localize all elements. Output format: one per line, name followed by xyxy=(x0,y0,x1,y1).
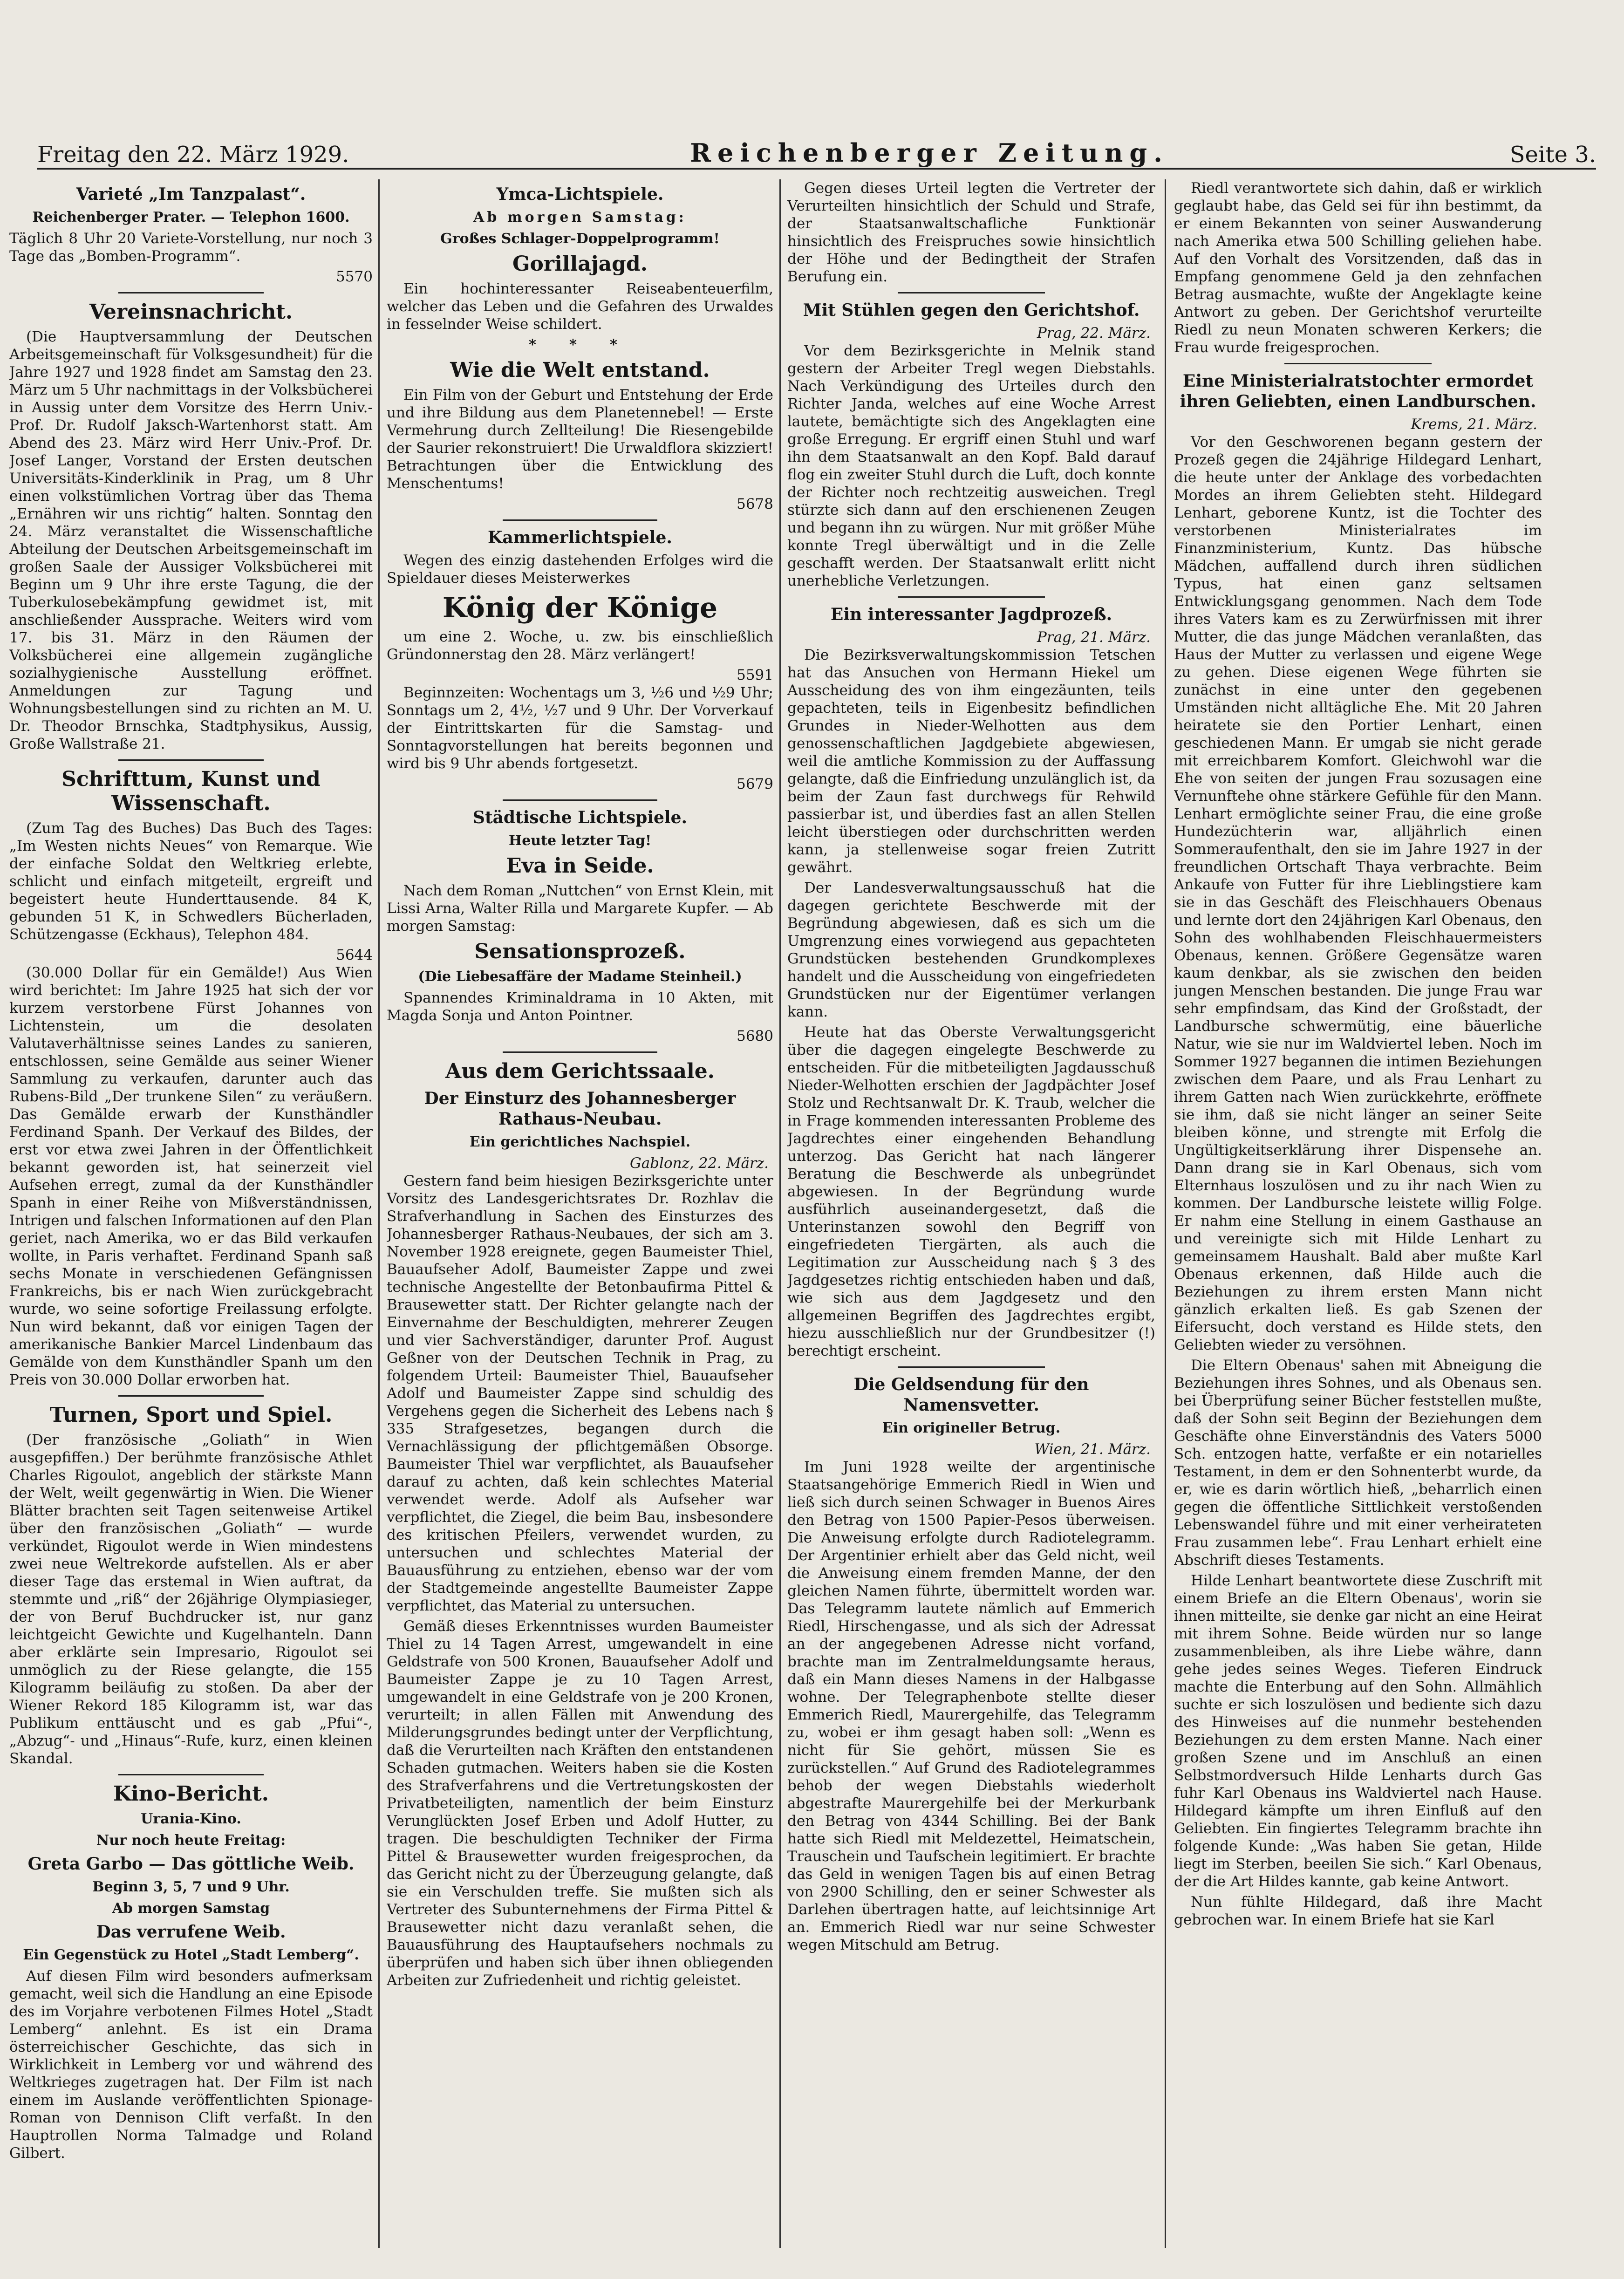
article-paragraph: Auf diesen Film wird besonders aufmerksam gemacht, weil sich die Handlung an eine Episode des im Vorjahre verbotenen Filmes Hotel „Stadt Lemberg“ anlehnt. Es ist ein Drama österreichischer Geschichte, das sich in Wirklichkeit in Lemberg vor und während des Weltkrieges zugetragen hat. Der Film ist nach einem im Auslande veröffentlichten Spionage-Roman von Dennison Clift verfaßt. In den Hauptrollen Norma Talmadge und Roland Gilbert. xyxy=(9,1968,373,2162)
film-title: Gorillajagd. xyxy=(512,252,648,276)
article-paragraph: (Die Hauptversammlung der Deutschen Arbeitsgemeinschaft für Volksgesundheit) für die Jahre 1927 und 1928 findet am Samstag den 23. März um 5 Uhr nachmittags in der Volksbücherei in Aussig unter dem Vorsitze des Herrn Univ.-Prof. Dr. Rudolf Jaksch-Wartenhorst statt. Am Abend des 23. März wird Herr Univ.-Prof. Dr. Josef Langer, Vorstand der Ersten deutschen Universitäts-Kinderklinik in Prag, um 8 Uhr einen volkstümlichen Vortrag über das Thema „Ernähren wir uns richtig“ halten. Sonntag den 24. März veranstaltet die Wissenschaftliche Abteilung der Deutschen Arbeitsgemeinschaft im großen Saale der Aussiger Volksbücherei mit Beginn um 9 Uhr ihre erste Tagung, die der Tuberkulosebekämpfung gewidmet ist, mit anschließender Aussprache. Weiters wird vom 17. bis 31. März in den Räumen der Volksbücherei eine allgemein zugängliche sozialhygienische Ausstellung eröffnet. Anmeldungen zur Tagung und Wohnungsbestellungen sind zu richten an M. U. Dr. Theodor Brnschka, Stadtphysikus, Aussig, Große Wallstraße 21. xyxy=(9,328,373,752)
ad-number: 5680 xyxy=(737,1028,773,1044)
asterism: * * * xyxy=(528,336,632,353)
showtimes: Beginn 3, 5, 7 und 9 Uhr. xyxy=(92,1879,290,1895)
article-paragraph: Gegen dieses Urteil legten die Vertreter der Verurteilten hinsichtlich der Schuld und Strafe, der Staatsanwaltschafliche Funktionär hinsichtlich des Freispruches sowie hinsichtlich der Höhe und der Bedingtheit der Strafen Berufung ein. xyxy=(787,180,1155,285)
section-heading-schrifttum: Schrifttum, Kunst und Wissenschaft. xyxy=(61,767,321,815)
cinema-heading: Ymca-Lichtspiele. xyxy=(496,184,664,204)
dateline: Prag, 22. März. xyxy=(1037,325,1151,341)
column-divider xyxy=(1165,179,1166,2248)
page-header xyxy=(37,126,1596,170)
film-title: Wie die Welt entstand. xyxy=(450,358,710,382)
showing-note: Nur noch heute Freitag: xyxy=(96,1832,286,1849)
separator-rule xyxy=(118,1774,264,1775)
article-paragraph: Beginnzeiten: Wochentags um 3, ½6 und ½9 Uhr; Sonntags um 2, 4½, ½7 und 9 Uhr. Der Vorverkauf der Eintrittskarten für die Samstag- und Sonntagvorstellungen hat bereits begonnen und wird bis 9 Uhr abends fortgesetzt. xyxy=(387,684,773,772)
column-4 xyxy=(1174,179,1542,2248)
article-paragraph: Im Juni 1928 weilte der argentinische Staatsangehörige Emmerich Riedl in Wien und ließ sich durch seinen Schwager in Buenos Aires den Betrag von 1500 Papier-Pesos überweisen. Die Anweisung erfolgte durch Radiotelegramm. Der Argentinier erhielt aber das Geld nicht, weil die Anweisung einem fremden Manne, der den gleichen Namen führte, übermittelt worden war. Das Telegramm lautete nämlich auf Emmerich Riedl, Hirschengasse, und als sich der Adressat an der angegebenen Adresse nicht vorfand, brachte man im Zentralmeldungsamte heraus, daß ein Mann dieses Namens in der Halbgasse wohne. Der Telegraphenbote stellte dieser Emmerich Riedl, Maurergehilfe, das Telegramm zu, wobei er ihm gesagt haben soll: „Wenn es nicht für Sie gehört, müssen Sie es zurückstellen.“ Auf Grund des Radiotelegrammes behob der wegen Diebstahls wiederholt abgestrafte Maurergehilfe bei der Merkurbank den Betrag von 4344 Schilling. Bei der Bank hatte sich Riedl mit Meldezettel, Heimatschein, Trauschein und Taufschein legitimiert. Er brachte das Geld in wenigen Tagen bis auf einen Betrag von 2900 Schilling, den er seiner Schwester als Darlehen übertragen hatte, auf leichtsinnige Art an. Emmerich Riedl war nur seine Schwester wegen Mitschuld am Betrug. xyxy=(787,1459,1155,1953)
showing-note: Ab morgen Samstag: xyxy=(473,209,687,225)
separator-rule xyxy=(898,1366,1045,1368)
article-paragraph: Gemäß dieses Erkenntnisses wurden Baumeister Thiel zu 14 Tagen Arrest, umgewandelt in eine Geldstrafe von 500 Kronen, Bauaufseher Adolf und Baumeister Zappe je zu 10 Tagen Arrest, umgewandelt in eine Geldstrafe von je 200 Kronen, verurteilt; in allen Fällen mit Anwendung des Milderungsgrundes bedingt unter der Verpflichtung, daß die Verurteilten nach Kräften den entstandenen Schaden gutmachen. Weiters haben sie die Kosten des Strafverfahrens und die Vertretungskosten der Privatbeteiligten, namentlich der beim Einsturz Verunglückten Josef Erben und Adolf Hutter, zu tragen. Die beschuldigten Techniker der Firma Pittel & Brausewetter wurden freigesprochen, da das Gericht nicht zu der Überzeugung gelangte, daß sie ein Verschulden treffe. Sie mußten sich als Vertreter des Subunternehmens der Firma Pittel & Brausewetter nicht dazu veranlaßt sehen, die Bauausführung des Hauptaufsehers nochmals zu überprüfen und haben sich über ihnen obliegenden Arbeiten zur Zufriedenheit und richtig geleistet. xyxy=(387,1618,773,1989)
showing-note: Heute letzter Tag! xyxy=(508,832,652,849)
article-paragraph: (30.000 Dollar für ein Gemälde!) Aus Wien wird berichtet: Im Jahre 1925 hat sich der vor kurzem verstorbene Fürst Johannes von Lichtenstein, um die desolaten Valutaverhältnisse seines Landes zu sanieren, entschlossen, seine Gemälde aus seiner Wiener Sammlung zu verkaufen, darunter auch das Rubens-Bild „Der trunkene Silen“ zu veräußern. Das Gemälde erwarb der Kunsthändler Ferdinand Spanh. Der Verkauf des Bildes, der erst vor etwa zwei Jahren in der Öffentlichkeit bekannt geworden ist, hat seinerzeit viel Aufsehen erregt, zumal da der Kunsthändler Spanh in einer Reihe von Mißverständnissen, Intrigen und falschen Informationen auf den Plan geriet, nach Amerika, wo er das Bild verkaufen wollte, in Paris verhaftet. Ferdinand Spanh saß sechs Monate in verschiedenen Gefängnissen Frankreichs, bis er nach Wien zurückgebracht wurde, wo seine sofortige Freilassung erfolgte. Nun wird bekannt, daß vor einigen Tagen der amerikanische Bankier Marcel Lindenbaum das Gemälde von dem Kunsthändler Spanh um den Preis von 30.000 Dollar erworben hat. xyxy=(9,964,373,1388)
separator-rule xyxy=(118,292,264,293)
separator-rule xyxy=(118,1395,264,1397)
header-date: Freitag den 22. März 1929. xyxy=(37,142,349,168)
film-description: Nach dem Roman „Nuttchen“ von Ernst Klein, mit Lissi Arna, Walter Rilla und Margarete Kupfer. — Ab morgen Samstag: xyxy=(387,882,773,935)
ad-number: 5591 xyxy=(737,667,773,683)
film-title: König der Könige xyxy=(442,592,718,624)
article-paragraph: Der Landesverwaltungsausschuß hat die dagegen gerichtete Beschwerde mit der Begründung abgewiesen, daß es sich um die Umgrenzung eines vorwiegend aus gepachteten Grundstücken bestehenden Grundkomplexes handelt und die Ausscheidung von eingefriedeten Grundstücken nur der Eigentümer verlangen kann. xyxy=(787,880,1155,1020)
film-title: Eva in Seide. xyxy=(506,854,654,878)
article-paragraph: (Zum Tag des Buches) Das Buch des Tages: „Im Westen nichts Neues“ von Remarque. Wie der einfache Soldat den Weltkrieg erlebte, schlicht und einfach mitgeteilt, ergreift und begeistert heute Hunderttausende. 84 K, gebunden 51 K, in Schwedlers Bücherladen, Schützengasse (Eckhaus), Telephon 484. xyxy=(9,820,373,943)
separator-rule xyxy=(503,799,657,801)
article-subheading: Ein origineller Betrug. xyxy=(882,1420,1061,1436)
article-paragraph: (Der französische „Goliath“ in Wien ausgepfiffen.) Der berühmte französische Athlet Charles Rigoulot, angeblich der stärkste Mann der Welt, weilt gegenwärtig in Wien. Die Wiener Blätter brachten seit Tagen seitenweise Artikel über den französischen „Goliath“ — wurde verkündet, Rigoulot werde in Wien mindestens zwei neue Weltrekorde aufstellen. Als er aber dieser Tage das erstemal in Wien auftrat, da stemmte und „riß“ der 26jährige Olympiasieger, der von Beruf Buchdrucker ist, nur ganz leichtgeicht Gewichte und Kugelhanteln. Dann aber erklärte sein Impresario, Rigoulot sei unmöglich zu der Riese gelangte, die 155 Kilogramm beiläufig zu stoßen. Da aber der Wiener Rekord 185 Kilogramm ist, war das Publikum enttäuscht und es gab „Pfui“-, „Abzug“- und „Hinaus“-Rufe, kurz, einen kleinen Skandal. xyxy=(9,1432,373,1767)
program-note: Großes Schlager-Doppelprogramm! xyxy=(440,231,720,247)
film-subtitle: (Die Liebesaffäre der Madame Steinheil.) xyxy=(418,969,742,985)
page-number: Seite 3. xyxy=(1509,142,1596,168)
section-heading-gericht: Aus dem Gerichtssaale. xyxy=(445,1059,715,1083)
film-description: Spannendes Kriminaldrama in 10 Akten, mit Magda Sonja und Anton Pointner. xyxy=(387,989,773,1024)
article-paragraph: Vor dem Bezirksgerichte in Melnik stand gestern der Arbeiter Tregl wegen Diebstahls. Nach Verkündigung des Urteiles durch den Richter Janda, welches auf eine Woche Arrest lautete, bemächtigte sich des Angeklagten eine große Erregung. Er ergriff einen Stuhl und warf ihn dem Staatsanwalt an den Kopf. Bald darauf flog ein zweiter Stuhl durch die Luft, doch konnte der Richter noch rechtzeitig ausweichen. Tregl stürzte sich dann auf den erschienenen Zeugen und begann ihn zu würgen. Nur mit größer Mühe konnte Tregl überwältigt und in die Zelle geschafft werden. Der Staatsanwalt erlitt nicht unerhebliche Verletzungen. xyxy=(787,342,1155,589)
article-paragraph: um eine 2. Woche, u. zw. bis einschließlich Gründonnerstag den 28. März verlängert! xyxy=(387,628,773,663)
section-heading-kino: Kino-Bericht. xyxy=(113,1782,269,1806)
article-paragraph: Die Bezirksverwaltungskommission Tetschen hat das Ansuchen von Hermann Hiekel um Ausscheidung des von ihm eingezäunten, teils gepachteten, teils in Eigenbesitz befindlichen Grundes in Nieder-Welhotten aus dem genossenschaftlichen Jagdgebiete abgewiesen, weil die amtliche Kommission zu der Auffassung gelangte, daß die Einfriedung unzulänglich ist, da beim der Zaun fast durchwegs für Rehwild passierbar ist, und überdies fast an allen Stellen leicht überstiegen oder durchschritten werden kann, ja stellenweise sogar freien Zutritt gewährt. xyxy=(787,647,1155,876)
article-heading: Die Geldsendung für den Namensvetter. xyxy=(853,1375,1089,1415)
article-subheading: Ein gerichtliches Nachspiel. xyxy=(469,1134,691,1150)
film-description: Ein Film von der Geburt und Entstehung der Erde und ihre Bildung aus dem Planetennebel! — Erste Vermehrung durch Zellteilung! Die Riesengebilde der Saurier rekonstruiert! Die Urwaldflora skizziert! Betrachtungen über die Entwicklung des Menschentums! xyxy=(387,387,773,492)
ad-number: 5570 xyxy=(336,268,373,285)
separator-rule xyxy=(503,1051,657,1053)
ad-number: 5679 xyxy=(737,776,773,792)
column-divider xyxy=(779,179,781,2248)
film-description: Ein hochinteressanter Reiseabenteuerfilm, welcher das Leben und die Gefahren des Urwaldes in fesselnder Weise schildert. xyxy=(387,280,773,333)
article-paragraph: Hilde Lenhart beantwortete diese Zuschrift mit einem Briefe an die Eltern Obenaus', worin sie ihnen mitteilte, sie denke gar nicht an eine Heirat mit ihrem Sohne. Beide würden nur so lange zusammenbleiben, als ihre Liebe währe, dann gehe jedes seines Weges. Tieferen Eindruck machte die Enterbung auf den Sohn. Allmählich suchte er sich loszulösen und bediente sich dazu des Hinweises auf die nunmehr bestehenden Beziehungen zu dem ersten Manne. Nach einer großen Szene und im Anschluß an einen Selbstmordversuch Hilde Lenharts durch Gas fuhr Karl Obenaus ins Waldviertel nach Hause. Hildegard kämpfte um ihren Einfluß auf den Geliebten. Ein fingiertes Telegramm brachte ihn folgende Kunde: „Was haben Sie getan, Hilde liegt im Sterben, beeilen Sie sich.“ Karl Obenaus, der die Art Hildes kannte, gab keine Antwort. xyxy=(1174,1572,1542,1890)
ad-number: 5678 xyxy=(737,496,773,512)
separator-rule xyxy=(898,292,1045,293)
article-heading: Mit Stühlen gegen den Gerichtshof. xyxy=(803,300,1140,320)
article-paragraph: Heute hat das Oberste Verwaltungsgericht über die dagegen eingelegte Beschwerde zu entscheiden. Für die mitbeteiligten Jagdausschuß Nieder-Welhotten erschien der Jagdpächter Josef Stolz und Rechtsanwalt Dr. K. Traub, welcher die in Frage kommenden interessanten Probleme des Jagdrechtes einer eingehenden Behandlung unterzog. Das Gericht hat nach längerer Beratung die Beschwerde als unbegründet abgewiesen. In der Begründung wurde ausführlich auseinandergesetzt, daß die Unterinstanzen sowohl den Begriff von eingefriedeten Tiergärten, als auch die Legitimation zur Ausscheidung nach § 3 des Jagdgesetzes richtig entschieden haben und daß, wie sich aus dem Jagdgesetz und den allgemeinen Begriffen des Jagdrechtes ergibt, hiezu ausschließlich nur der Grundbesitzer (!) berechtigt erscheint. xyxy=(787,1024,1155,1359)
article-paragraph: Die Eltern Obenaus' sahen mit Abneigung die Beziehungen ihres Sohnes, und als Obenaus sen. bei Überprüfung seiner Bücher feststellen mußte, daß der Sohn seit Beginn der Beziehungen dem Geschäfte ohne Einverständnis des Vaters 5000 Sch. entzogen hatte, verfaßte er ein notarielles Testament, in dem er den Sohnenterbt wurde, da er, wie es darin wörtlich hieß, „beharrlich einen gegen die öffentliche Sittlichkeit verstoßenden Lebenswandel führe und mit einer verheirateten Frau zusammen lebe“. Frau Lenhart erhielt eine Abschrift dieses Testaments. xyxy=(1174,1357,1542,1569)
article-heading: Der Einsturz des Johannesberger Rathaus-Neubau. xyxy=(424,1089,736,1129)
dateline: Krems, 21. März. xyxy=(1411,416,1537,433)
article-paragraph: Vor den Geschworenen begann gestern der Prozeß gegen die 24jährige Hildegard Lenhart, die heute unter der Anklage des vorbedachten Mordes an ihrem Geliebten steht. Hildegard Lenhart, geborene Kuntz, ist die Tochter des verstorbenen Ministerialrates im Finanzministerium, Kuntz. Das hübsche Mädchen, auffallend durch ihren südlichen Typus, hat einen ganz seltsamen Entwicklungsgang genommen. Nach dem Tode ihres Vaters kam es zu Zerwürfnissen mit ihrer Mutter, die das junge Mädchen veranlaßten, das Haus der Mutter zu verlassen und eigene Wege zu gehen. Diese eigenen Wege führten sie zunächst in eine unter den gegebenen Umständen nicht alltägliche Ehe. Mit 20 Jahren heiratete sie den Portier Lenhart, einen geschiedenen Mann. Er umgab sie nicht gerade mit erreichbarem Komfort. Gleichwohl war die Ehe von seiten der jungen Frau sozusagen eine Vernunftehe ohne stärkere Gefühle für den Mann. Lenhart ermöglichte seiner Frau, die eine große Hundezüchterin war, alljährlich einen Sommeraufenthalt, den sie im Jahre 1927 in der freundlichen Ortschaft Thaya verbrachte. Beim Ankaufe von Futter für ihre Lieblingstiere kam sie in das Geschäft des Fleischhauers Obenaus und lernte dort den 24jährigen Karl Obenaus, den Sohn des wohlhabenden Fleischhauermeisters Obenaus, kennen. Größere Gegensätze waren kaum denkbar, als sie zwischen den beiden jungen Menschen bestanden. Die junge Frau war sehr empfindsam, das Kind der Großstadt, der Landbursche schwermütig, eine bäuerliche Natur, wie sie nur im Waldviertel leben. Noch im Sommer 1927 begannen die intimen Beziehungen zwischen dem Paare, und als Frau Lenhart zu ihrem Gatten nach Wien zurückkehrte, eröffnete sie ihm, daß sie nicht länger an seiner Seite bleiben könne, und strengte mit Erfolg die Ungültigkeitserklärung ihrer Dispensehe an. Dann drang sie in Karl Obenaus, sich vom Elternhaus loszulösen und zu ihr nach Wien zu kommen. Der Landbursche leistete willig Folge. Er nahm eine Stellung in einem Gasthause an und vereinigte sich mit Hilde Lenhart zu gemeinsamem Haushalt. Bald aber mußte Karl Obenaus erkennen, daß Hilde auch die Beziehungen zu ihrem ersten Mann nicht gänzlich erkalten ließ. Es gab Szenen der Eifersucht, doch verstand es Hilde stets, den Geliebten wieder zu versöhnen. xyxy=(1174,434,1542,1353)
film-title: Sensationsprozeß. xyxy=(474,940,686,963)
ad-number: 5644 xyxy=(336,947,373,963)
separator-rule xyxy=(118,759,264,761)
article-heading: Eine Ministerialratstochter ermordet ihren Geliebten, einen Landburschen. xyxy=(1180,371,1536,411)
article-paragraph: Nun fühlte Hildegard, daß ihre Macht gebrochen war. In einem Briefe hat sie Karl xyxy=(1174,1894,1542,1928)
cinema-heading: Kammerlichtspiele. xyxy=(488,528,672,547)
section-heading-verein: Vereinsnachricht. xyxy=(89,300,293,324)
column-3 xyxy=(787,179,1155,2248)
article-heading: Ein interessanter Jagdprozeß. xyxy=(830,605,1112,624)
varietee-subheading: Reichenberger Prater. — Telephon 1600. xyxy=(32,209,350,225)
cinema-heading: Städtische Lichtspiele. xyxy=(472,808,688,827)
dateline: Wien, 21. März. xyxy=(1034,1441,1151,1458)
article-paragraph: Wegen des einzig dastehenden Erfolges wird die Spieldauer dieses Meisterwerkes xyxy=(387,552,773,587)
film-subtitle: Ein Gegenstück zu Hotel „Stadt Lemberg“. xyxy=(23,1947,359,1963)
showing-note: Ab morgen Samstag xyxy=(112,1900,270,1917)
varietee-text: Täglich 8 Uhr 20 Variete-Vorstellung, nur noch 3 Tage das „Bomben-Programm“. xyxy=(9,230,373,265)
dateline: Prag, 21. März. xyxy=(1037,629,1151,646)
newspaper-title: Reichenberger Zeitung. xyxy=(690,138,1169,168)
column-divider xyxy=(378,179,380,2248)
cinema-name: Urania-Kino. xyxy=(141,1811,241,1827)
section-heading-turnen: Turnen, Sport und Spiel. xyxy=(49,1403,333,1427)
separator-rule xyxy=(503,519,657,521)
film-title: Greta Garbo — Das göttliche Weib. xyxy=(27,1854,355,1874)
film-title: Das verrufene Weib. xyxy=(96,1922,286,1942)
dateline: Gablonz, 22. März. xyxy=(629,1155,769,1172)
article-paragraph: Gestern fand beim hiesigen Bezirksgerichte unter Vorsitz des Landesgerichtsrates Dr. Rozhlav die Strafverhandlung in Sachen des Einsturzes des Johannesberger Rathaus-Neubaues, der sich am 3. November 1928 ereignete, gegen Baumeister Thiel, Bauaufseher Adolf, Baumeister Zappe und zwei technische Angestellte der Betonbaufirma Pittel & Brausewetter statt. Der Richter gelangte nach der Einvernahme der Beschuldigten, mehrerer Zeugen und vier Sachverständiger, darunter Prof. August Geßner von der Deutschen Technik in Prag, zu folgendem Urteil: Baumeister Thiel, Bauaufseher Adolf und Baumeister Zappe sind schuldig des Vergehens gegen die Sicherheit des Lebens nach § 335 Strafgesetzes, begangen durch die Vernachlässigung der pflichtgemäßen Obsorge. Baumeister Thiel war verpflichtet, als Bauaufseher darauf zu achten, daß kein schlechtes Material verwendet werde. Adolf als Aufseher war verpflichtet, die Ziegel, die beim Bau, insbesondere des kritischen Pfeilers, verwendet wurden, zu untersuchen und schlechtes Material der Bauausführung zu entziehen, ebenso war der vom der Stadtgemeinde angestellte Baumeister Zappe verpflichtet, das Material zu untersuchen. xyxy=(387,1173,773,1614)
varietee-heading: Varieté „Im Tanzpalast“. xyxy=(76,184,306,204)
column-1 xyxy=(9,179,373,2248)
separator-rule xyxy=(898,596,1045,598)
article-paragraph: Riedl verantwortete sich dahin, daß er wirklich geglaubt habe, das Geld sei für ihn bestimmt, da er einem Bekannten von seiner Auswanderung nach Amerika etwa 500 Schilling geliehen habe. Auf den Vorhalt des Vorsitzenden, daß das in Empfang genommene Geld ja den zehnfachen Betrag ausmachte, wußte der Angeklagte keine Antwort zu geben. Der Gerichtshof verurteilte Riedl zu neun Monaten schweren Kerkers; die Frau wurde freigesprochen. xyxy=(1174,180,1542,356)
separator-rule xyxy=(1284,363,1432,364)
column-2 xyxy=(387,179,773,2248)
